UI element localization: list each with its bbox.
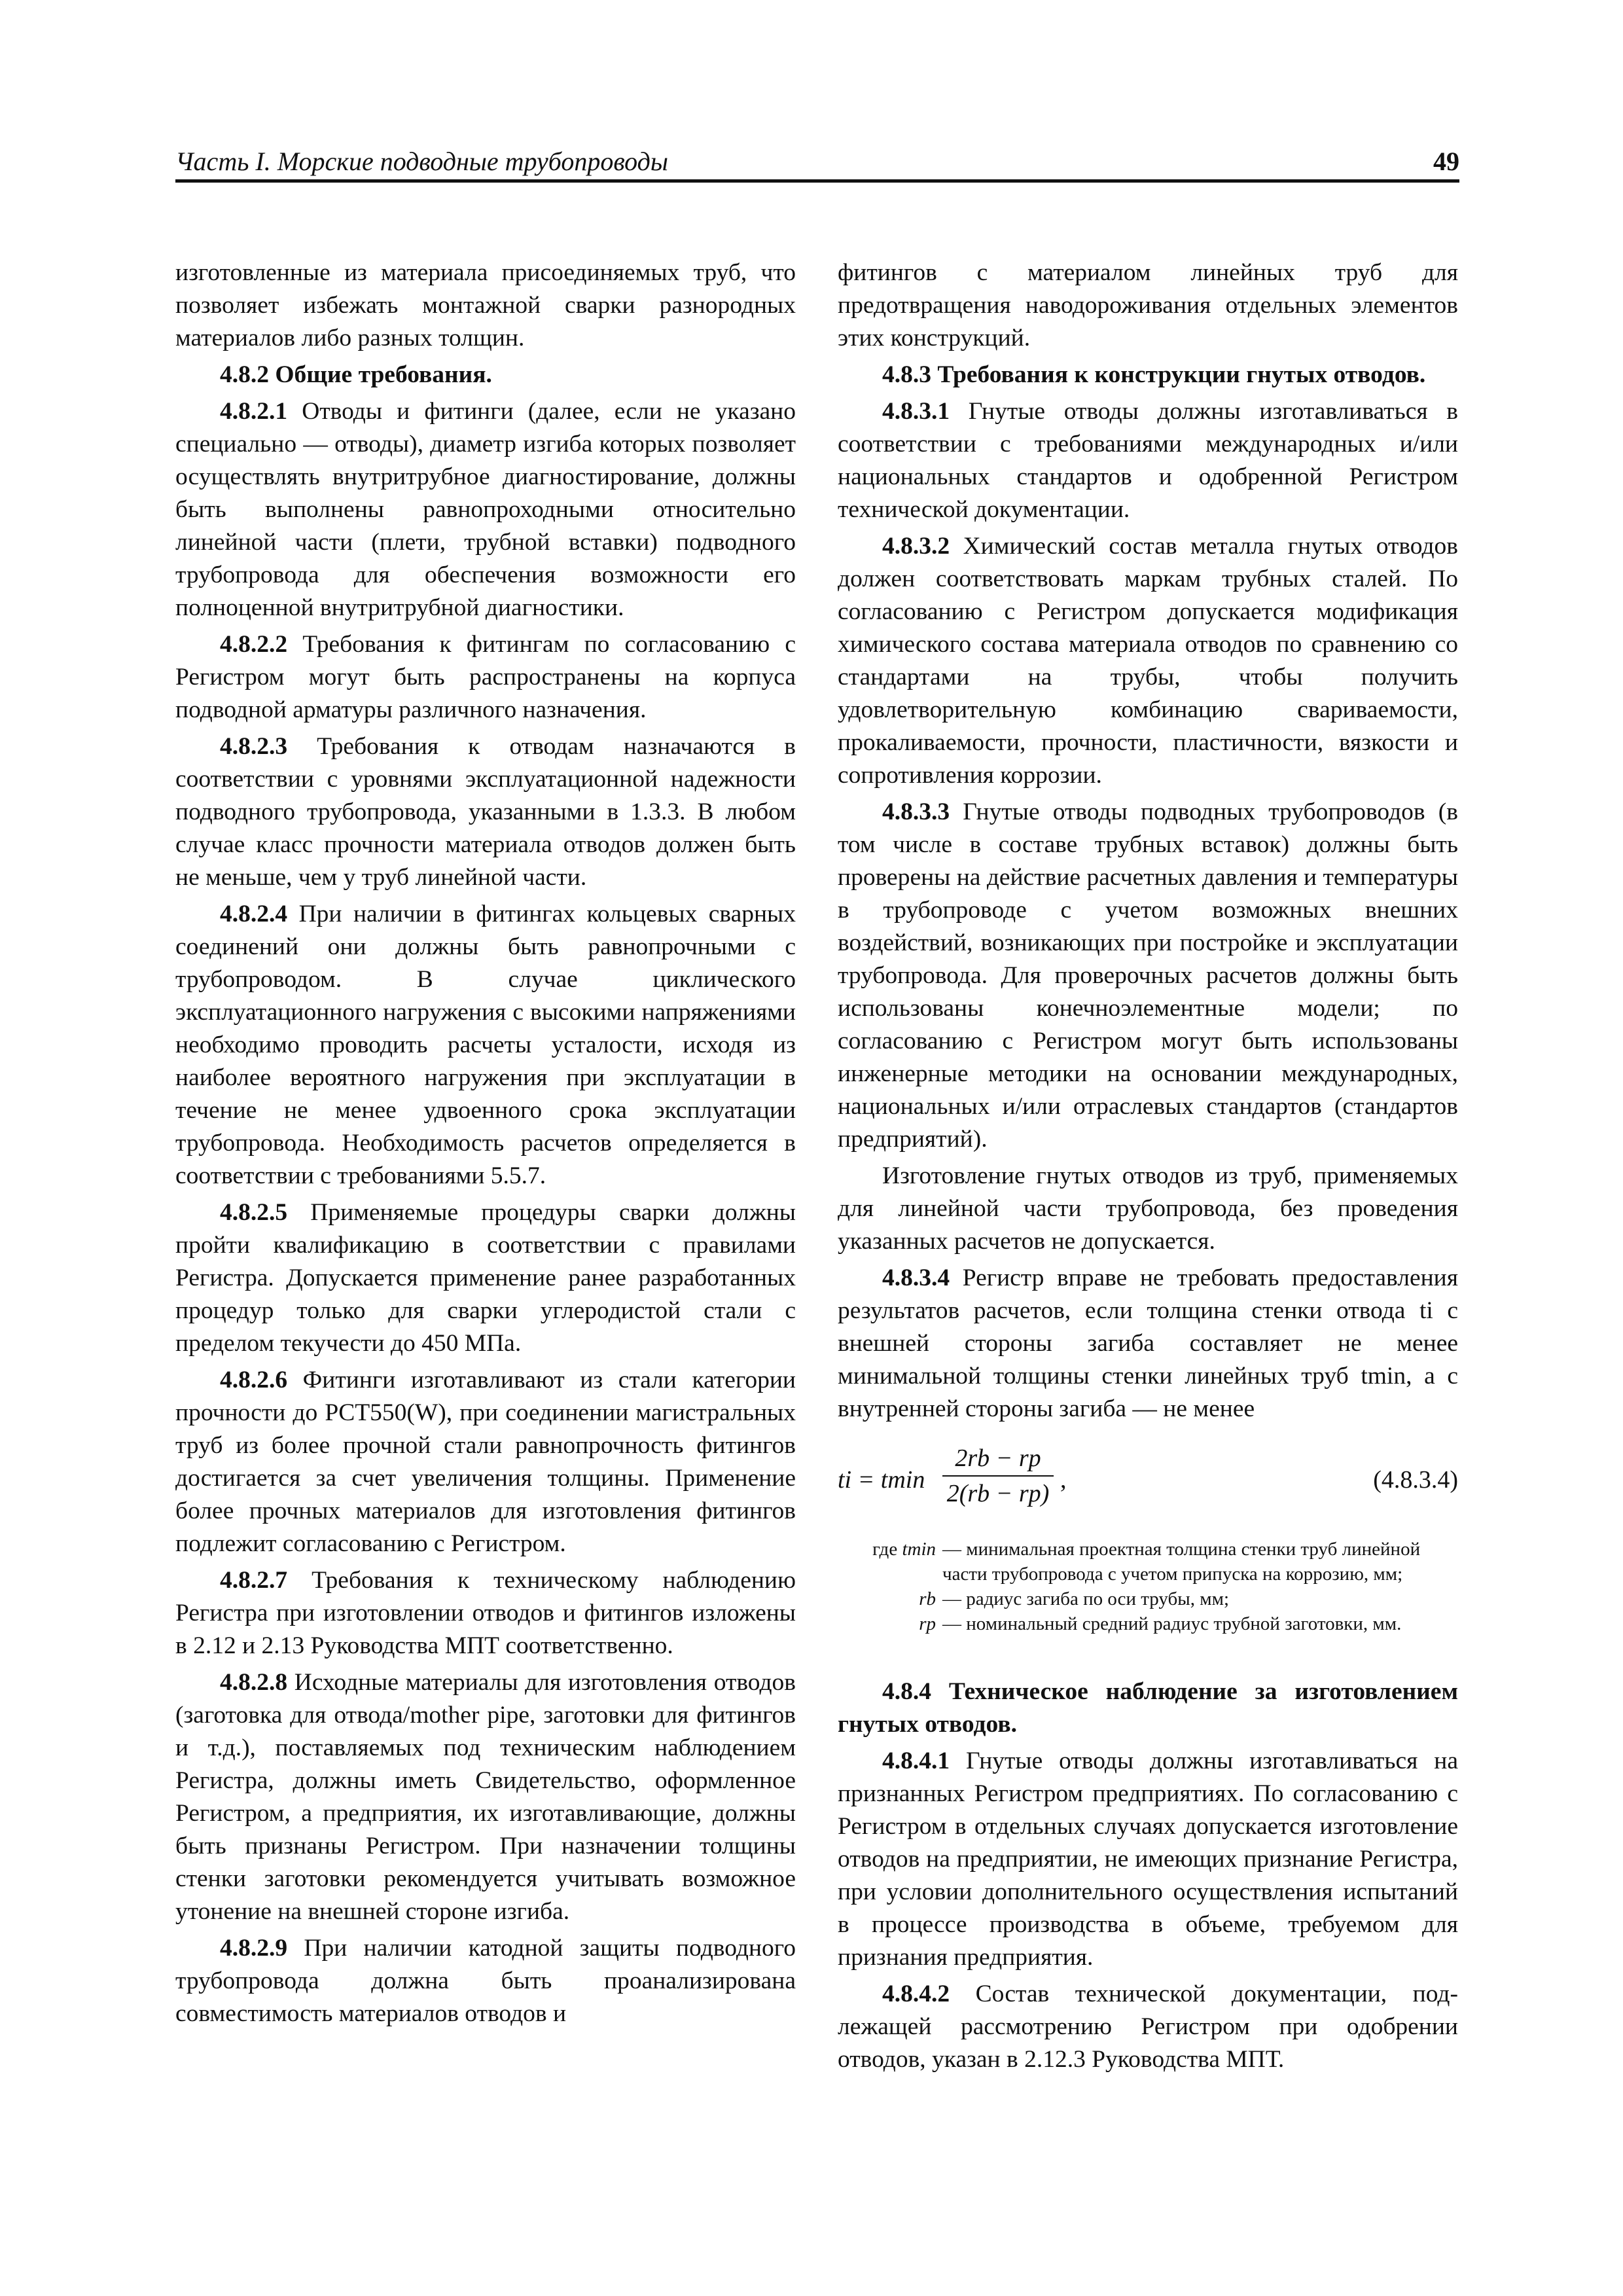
section-heading-4-8-3: 4.8.3 Требования к конструкции гнутых отводов.	[882, 361, 1426, 388]
running-header	[175, 145, 1459, 178]
section-heading-4-8-2: 4.8.2 Общие требования.	[220, 361, 492, 388]
clause-4-8-2-8: 4.8.2.8 Исходные материалы для изготовления отводов (заготовка для отвода/mother pipe, заготовки для фитингов и т.д.), поставляемых под техническим наблюдением Регистра, должны иметь Свидетельство, оформленное Регистром, а предприятия, их изготавливающие, должны быть признаны Регистром. При назначении толщины стенки заготовки рекомендуется учитывать возможное утонение на внешней стороне изгиба.	[175, 1669, 796, 1925]
legend-text: — номинальный средний радиус трубной заготовки, мм.	[942, 1613, 1402, 1634]
section-heading-4-8-4: 4.8.4 Техническое наблюдение за изготовлением гнутых отводов.	[838, 1678, 1458, 1738]
formula-4-8-3-4	[838, 1441, 1458, 1520]
formula-lhs: ti = tmin	[838, 1466, 925, 1494]
legend-symbol: rb	[919, 1588, 936, 1609]
fraction-bar	[942, 1475, 1054, 1477]
clause-4-8-2-7: 4.8.2.7 Требования к техническому наблюдению Регистра при изготовлении отводов и фитингов изложены в 2.12 и 2.13 Руководства МПТ соответственно.	[175, 1567, 796, 1659]
clause-4-8-3-3: 4.8.3.3 Гнутые отводы подводных трубопроводов (в том числе в составе трубных вставок) должны быть проверены на действие расчетных давления и температуры в трубопроводе с учетом возможных внешних воздействий, возникающих при постройке и эксплуатации трубопровода. Для проверочных расчетов должны быть использованы конечноэлементные модели; по согласованию с Регистром могут быть использованы инженерные методики на основании международных, национальных и/или отраслевых стандартов (стандартов предприятий).	[838, 798, 1458, 1153]
clause-4-8-2-1: 4.8.2.1 Отводы и фитинги (далее, если не указано специально — отводы), диаметр изгиба которых позволяет осуществлять внутритрубное диагностирование, должны быть выполнены равнопроходными относительно линейной части (плети, трубной вставки) подводного трубопровода для обеспечения возможности его полноценной внутритрубной диагностики.	[175, 398, 796, 621]
clause-4-8-2-9: 4.8.2.9 При наличии катодной защиты подводного трубопровода должна быть проанализирована совместимость материалов отводов и	[175, 1935, 796, 2027]
clause-4-8-2-2: 4.8.2.2 Требования к фитингам по согласованию с Регистром могут быть распространены на корпуса подводной арматуры различного назначения.	[175, 631, 796, 723]
page-number: 49	[1433, 147, 1459, 176]
clause-4-8-2-6: 4.8.2.6 Фитинги изготавливают из стали категории прочности до PCT550(W), при соединении магистральных труб из более прочной стали равнопрочность фитингов достигается за счет увеличения толщины. Применение более прочных материалов для изготовления фитингов подлежит согласованию с Регистром.	[175, 1367, 796, 1557]
legend-symbol: tmin	[902, 1539, 936, 1560]
formula-fraction	[942, 1443, 1054, 1509]
formula-denominator: 2(rb − rp)	[946, 1480, 1050, 1507]
header-title: Часть I. Морские подводные трубопроводы	[175, 147, 668, 176]
paragraph: Изготовление гнутых отводов из труб, применяемых для линейной части трубопровода, без проведения указанных расчетов не допускается.	[838, 1162, 1458, 1255]
legend-text: — минимальная проектная толщина стенки труб линейной части трубопровода с учетом припуска на коррозию, мм;	[942, 1539, 1421, 1585]
legend-row	[838, 1587, 1458, 1611]
clause-4-8-3-4: 4.8.3.4 Регистр вправе не требовать предоставления результатов расчетов, если толщина стенки отвода ti с внешней стороны загиба составляет не менее минимальной толщины стенки линейных труб tmin, а с внутренней стороны загиба — не менее	[838, 1265, 1458, 1422]
legend-row	[838, 1611, 1458, 1636]
clause-4-8-2-3: 4.8.2.3 Требования к отводам назначаются в соответствии с уровнями эксплуатационной надежности подводного трубопровода, указанными в 1.3.3. В любом случае класс прочности материала отводов должен быть не меньше, чем у труб линейной части.	[175, 733, 796, 891]
clause-4-8-3-1: 4.8.3.1 Гнутые отводы должны изготавливаться в соответствии с требованиями международных и/или национальных стандартов и одобренной Регистром технической документации.	[838, 398, 1458, 523]
legend-row: где tmin — минимальная проектная толщина стенки труб линейной части трубопровода с учетом припуска на коррозию, мм;	[872, 1539, 1421, 1585]
equation-number: (4.8.3.4)	[1373, 1466, 1458, 1494]
paragraph: изготовленные из материала присоединяемых труб, что позволяет избежать монтажной сварки разнородных материалов либо разных толщин.	[175, 259, 796, 351]
left-column	[175, 257, 796, 2034]
clause-4-8-2-5: 4.8.2.5 Применяемые процедуры сварки должны пройти квалификацию в соответствии с правилами Регистра. Допускается применение ранее разработанных процедур только для сварки углеродистой стали с пределом текучести до 450 МПа.	[175, 1199, 796, 1357]
formula-comma: ,	[1060, 1466, 1067, 1494]
paragraph: фитингов с материалом линейных труб для предотвращения наводороживания отдельных элементов этих конструкций.	[838, 259, 1458, 351]
clause-4-8-2-4: 4.8.2.4 При наличии в фитингах кольцевых сварных соединений они должны быть равнопрочными с трубопроводом. В случае циклического эксплуатационного нагружения с высокими напряжениями необходимо проводить расчеты усталости, исходя из наиболее вероятного нагружения при эксплуатации в течение не менее удвоенного срока эксплуатации трубопровода. Необходимость расчетов определяется в соответствии с требованиями 5.5.7.	[175, 901, 796, 1189]
header-rule	[175, 179, 1459, 183]
variable-legend	[838, 1537, 1458, 1636]
legend-text: — радиус загиба по оси трубы, мм;	[942, 1588, 1230, 1609]
clause-4-8-4-2: 4.8.4.2 Состав технической документации, подлежащей рассмотрению Регистром при одобрении отводов, указан в 2.12.3 Руководства МПТ.	[838, 1981, 1458, 2073]
formula-numerator: 2rb − rp	[955, 1444, 1041, 1472]
clause-4-8-3-2: 4.8.3.2 Химический состав металла гнутых отводов должен соответствовать маркам трубных сталей. По согласованию с Регистром допускается модификация химического состава материала отводов по сравнению со стандартами на трубы, чтобы получить удовлетворительную комбинацию свариваемости, прокаливаемости, прочности, пластичности, вязкости и сопротивления коррозии.	[838, 533, 1458, 789]
right-column	[838, 257, 1458, 2080]
legend-symbol: rp	[919, 1613, 936, 1634]
clause-4-8-4-1: 4.8.4.1 Гнутые отводы должны изготавливаться на признанных Регистром предприятиях. По согласованию с Регистром в отдельных случаях допускается изготовление отводов на предприятии, не имеющих признание Регистра, при условии дополнительного осуществления испытаний в процессе производства в объеме, требуемом для признания предприятия.	[838, 1748, 1458, 1971]
